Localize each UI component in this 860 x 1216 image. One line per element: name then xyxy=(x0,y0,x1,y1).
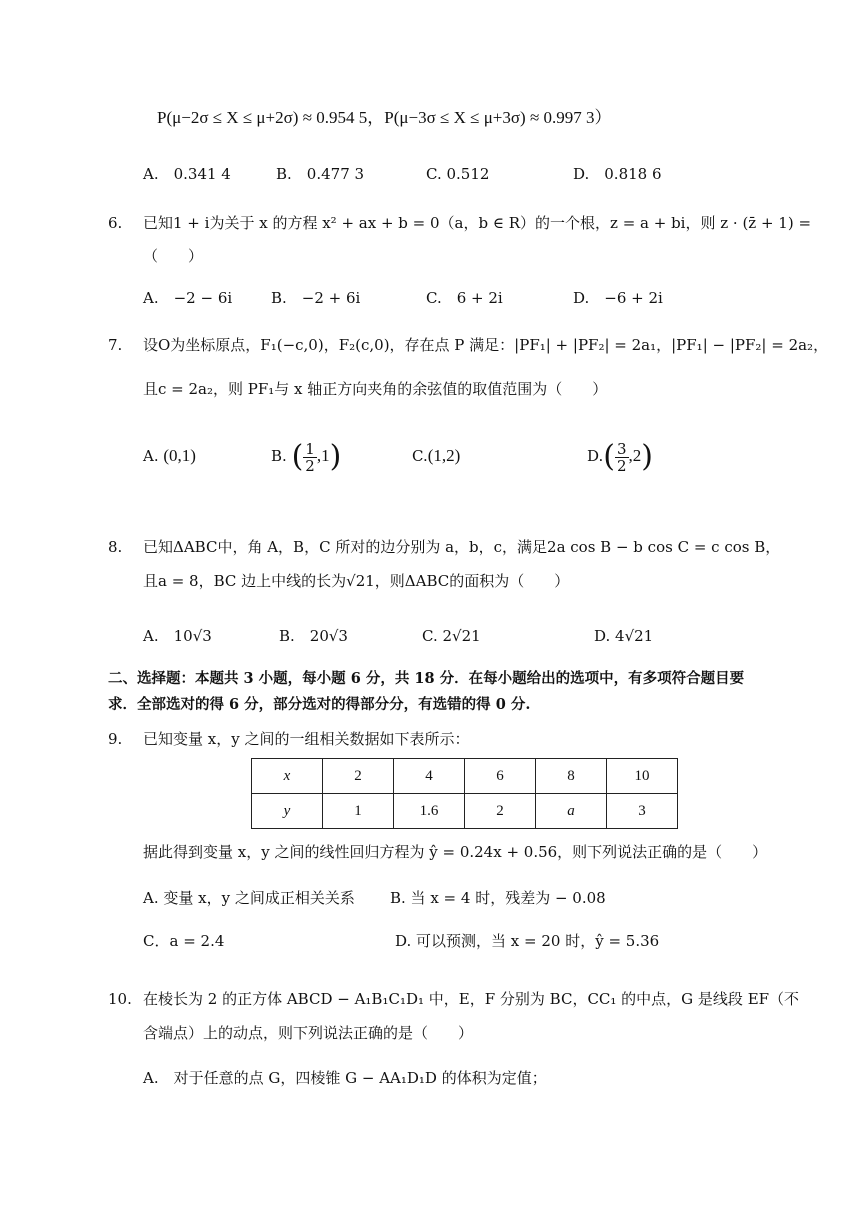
q7-option-d-numerator: 3 xyxy=(616,439,627,458)
q9-option-b: B. 当 x = 4 时，残差为 − 0.08 xyxy=(390,889,606,907)
table-cell: y xyxy=(252,794,323,829)
q8-option-a: A. 10√3 xyxy=(143,627,212,645)
q10-option-a: A. 对于任意的点 G，四棱锥 G − AA₁D₁D 的体积为定值； xyxy=(143,1069,547,1087)
q6-option-b: B. −2 + 6i xyxy=(271,289,361,307)
q7-number: 7. xyxy=(108,336,123,354)
q8-stem-line1: 已知ΔABC中，角 A，B，C 所对的边分别为 a，b，c，满足2a cos B − b cos C = c cos B， xyxy=(143,538,781,556)
table-cell: x xyxy=(252,759,323,794)
q7-option-a-label: A. xyxy=(143,447,159,465)
q5-option-c: C. 0.512 xyxy=(426,165,490,183)
q7-option-b: B. ( $\frac{1}{2}$ ,1) xyxy=(271,439,342,475)
q5-option-b: B. 0.477 3 xyxy=(276,165,365,183)
table-cell: 1 xyxy=(323,794,394,829)
q9-option-c: C．a = 2.4 xyxy=(143,932,225,950)
q6-number: 6. xyxy=(108,214,123,232)
q7-option-a xyxy=(143,445,196,467)
table-cell: 2 xyxy=(465,794,536,829)
q6-option-d: D. −6 + 2i xyxy=(573,289,663,307)
q7-option-c-value: (1,2) xyxy=(427,446,461,465)
q7-option-d: D.( $\frac{3}{2}$ ,2) xyxy=(587,439,653,475)
q9-option-d: D. 可以预测，当 x = 20 时，ŷ = 5.36 xyxy=(395,932,660,950)
q6-option-a: A. −2 − 6i xyxy=(143,289,233,307)
q8-option-d: D. 4√21 xyxy=(594,627,654,645)
q10-number: 10. xyxy=(108,990,132,1008)
table-row xyxy=(252,794,678,829)
q7-option-b-denominator: 2 xyxy=(305,456,315,475)
q7-option-d-label: D. xyxy=(587,447,604,465)
q6-answer-blank: （ ） xyxy=(143,247,204,265)
q7-option-c xyxy=(412,445,460,467)
q5-option-d: D. 0.818 6 xyxy=(573,165,662,183)
section2-heading-line2: 求．全部选对的得 6 分，部分选对的得部分分，有选错的得 0 分. xyxy=(108,696,531,713)
q8-option-b: B. 20√3 xyxy=(279,627,348,645)
table-row xyxy=(252,759,678,794)
table-cell: 4 xyxy=(394,759,465,794)
q6-stem: 已知1 + i为关于 x 的方程 x² + ax + b = 0（a，b ∈ R）的一个根，z = a + bi，则 z · (z̄ + 1) = xyxy=(143,214,812,232)
table-cell: 8 xyxy=(536,759,607,794)
q8-number: 8. xyxy=(108,538,123,556)
q5-option-a: A. 0.341 4 xyxy=(143,165,231,183)
q7-option-d-rest: ,2 xyxy=(628,446,642,465)
q7-option-a-value: (0,1) xyxy=(163,446,196,465)
table-cell: 6 xyxy=(465,759,536,794)
q9-number: 9. xyxy=(108,730,123,748)
q10-stem-line1: 在棱长为 2 的正方体 ABCD − A₁B₁C₁D₁ 中，E，F 分别为 BC，CC₁ 的中点，G 是线段 EF（不 xyxy=(143,990,800,1008)
q7-stem-line2: 且c = 2a₂，则 PF₁与 x 轴正方向夹角的余弦值的取值范围为（ ） xyxy=(143,380,608,398)
table-cell: 3 xyxy=(607,794,678,829)
q9-regression-statement: 据此得到变量 x，y 之间的线性回归方程为 ŷ = 0.24x + 0.56，则下列说法正确的是（ ） xyxy=(143,843,768,861)
q9-stem: 已知变量 x，y 之间的一组相关数据如下表所示： xyxy=(143,730,470,748)
q7-option-b-label: B. xyxy=(271,447,287,465)
table-cell: 1.6 xyxy=(394,794,465,829)
q7-stem-line1: 设O为坐标原点，F₁(−c,0)，F₂(c,0)，存在点 P 满足：|PF₁| + |PF₂| = 2a₁，|PF₁| − |PF₂| = 2a₂， xyxy=(143,336,829,354)
q6-option-c: C. 6 + 2i xyxy=(426,289,503,307)
q9-data-table xyxy=(251,758,678,829)
q7-option-b-numerator: 1 xyxy=(305,439,315,458)
q9-option-a: A. 变量 x，y 之间成正相关关系 xyxy=(143,889,355,907)
table-cell: a xyxy=(536,794,607,829)
q8-option-c: C. 2√21 xyxy=(422,627,481,645)
q10-stem-line2: 含端点）上的动点，则下列说法正确的是（ ） xyxy=(143,1024,474,1042)
section2-heading-line1: 二、选择题：本题共 3 小题，每小题 6 分，共 18 分．在每小题给出的选项中，有多项符合题目要 xyxy=(108,670,745,687)
normal-distribution-probabilities: P(μ−2σ ≤ X ≤ μ+2σ) ≈ 0.954 5，P(μ−3σ ≤ X ≤ μ+3σ) ≈ 0.997 3） xyxy=(157,108,612,127)
q7-option-b-rest: ,1 xyxy=(316,446,330,465)
table-cell: 10 xyxy=(607,759,678,794)
q7-option-c-label: C. xyxy=(412,447,428,465)
q7-option-d-denominator: 2 xyxy=(616,456,627,475)
table-cell: 2 xyxy=(323,759,394,794)
q8-stem-line2: 且a = 8，BC 边上中线的长为√21，则ΔABC的面积为（ ） xyxy=(143,572,570,590)
